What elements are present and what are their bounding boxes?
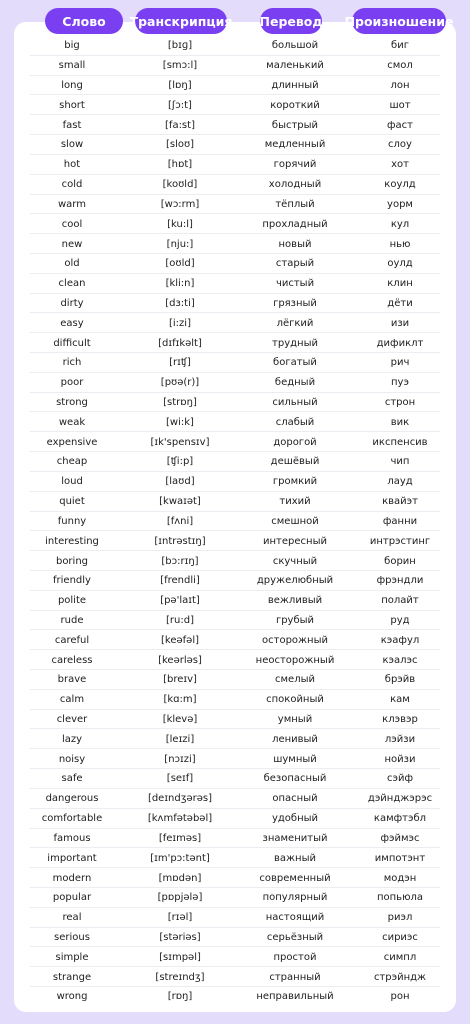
transcription-cell: [ru:d] xyxy=(166,614,194,626)
table-row xyxy=(0,630,470,650)
transcription-cell: [keəfəl] xyxy=(161,634,199,646)
table-row xyxy=(0,908,470,928)
translation-cell: чистый xyxy=(275,278,315,290)
translation-cell: громкий xyxy=(272,476,318,488)
transcription-cell: [i:zi] xyxy=(169,317,191,329)
table-row xyxy=(0,155,470,175)
translation-cell: сильный xyxy=(272,397,318,409)
translation-cell: трудный xyxy=(272,337,318,349)
transcription-cell: [kʌmfətəbəl] xyxy=(147,813,213,825)
translation-cell: дешёвый xyxy=(270,456,320,468)
pronunciation-cell: кэафул xyxy=(380,634,420,646)
translation-cell: богатый xyxy=(273,357,317,369)
transcription-cell: [ɪk'spensɪv] xyxy=(150,436,210,448)
word-cell: clean xyxy=(58,278,86,290)
word-cell: big xyxy=(64,40,80,52)
translation-cell: лёгкий xyxy=(276,317,314,329)
pronunciation-cell: модэн xyxy=(383,872,417,884)
translation-cell: опасный xyxy=(272,793,318,805)
table-row xyxy=(0,294,470,314)
word-cell: boring xyxy=(55,555,89,567)
transcription-cell: [kli:n] xyxy=(165,278,195,290)
table-row xyxy=(0,512,470,532)
pronunciation-cell: полайт xyxy=(381,595,419,607)
word-cell: strange xyxy=(52,971,92,983)
transcription-cell: [dɜ:ti] xyxy=(165,297,195,309)
transcription-cell: [streɪndʒ] xyxy=(155,971,205,983)
table-row xyxy=(0,769,470,789)
transcription-cell: [seɪf] xyxy=(166,773,194,785)
word-cell: wrong xyxy=(56,991,88,1003)
translation-cell: умный xyxy=(277,714,313,726)
transcription-cell: [leɪzi] xyxy=(165,733,195,745)
pronunciation-cell: борин xyxy=(384,555,416,567)
translation-cell: важный xyxy=(274,852,316,864)
pronunciation-cell: фаст xyxy=(386,119,413,131)
word-cell: careless xyxy=(51,654,93,666)
table-row xyxy=(0,393,470,413)
transcription-cell: [ɪm'pɔ:tənt] xyxy=(150,852,210,864)
table-row xyxy=(0,492,470,512)
pronunciation-cell: кам xyxy=(390,694,410,706)
translation-cell: большой xyxy=(271,40,319,52)
word-cell: calm xyxy=(59,694,85,706)
translation-cell: ленивый xyxy=(272,733,318,745)
translation-cell: маленький xyxy=(266,60,324,72)
word-cell: expensive xyxy=(46,436,98,448)
translation-cell: бедный xyxy=(274,377,316,389)
transcription-cell: [mɒdən] xyxy=(158,872,202,884)
translation-cell: слабый xyxy=(275,416,315,428)
table-row xyxy=(0,214,470,234)
word-cell: new xyxy=(61,238,83,250)
pronunciation-cell: пуэ xyxy=(391,377,409,389)
word-cell: rude xyxy=(60,614,84,626)
table-row xyxy=(0,195,470,215)
translation-cell: грязный xyxy=(273,297,317,309)
word-cell: cheap xyxy=(56,456,88,468)
word-cell: loud xyxy=(61,476,83,488)
translation-cell: осторожный xyxy=(262,634,328,646)
word-cell: poor xyxy=(60,377,84,389)
word-cell: modern xyxy=(52,872,92,884)
transcription-cell: [rɪʧ] xyxy=(169,357,191,369)
header-word: Слово xyxy=(45,8,123,34)
pronunciation-cell: слоу xyxy=(388,139,412,151)
translation-cell: безопасный xyxy=(263,773,327,785)
pronunciation-cell: чип xyxy=(390,456,410,468)
pronunciation-cell: нью xyxy=(389,238,411,250)
translation-cell: знаменитый xyxy=(262,832,328,844)
vocabulary-table xyxy=(0,36,470,1007)
word-cell: small xyxy=(58,60,86,72)
table-row xyxy=(0,115,470,135)
table-row xyxy=(0,829,470,849)
pronunciation-cell: симпл xyxy=(383,951,417,963)
table-header xyxy=(0,8,470,34)
transcription-cell: [hɒt] xyxy=(167,159,193,171)
pronunciation-cell: сэйф xyxy=(386,773,414,785)
translation-cell: грубый xyxy=(275,614,315,626)
transcription-cell: [strɒŋ] xyxy=(163,397,197,409)
transcription-cell: [wɔ:rm] xyxy=(160,198,200,210)
word-cell: important xyxy=(47,852,97,864)
transcription-cell: [sɪmpəl] xyxy=(159,951,201,963)
pronunciation-cell: нойзи xyxy=(384,753,416,765)
pronunciation-cell: изи xyxy=(390,317,410,329)
table-row xyxy=(0,95,470,115)
word-cell: slow xyxy=(60,139,84,151)
pronunciation-cell: стрэйндж xyxy=(373,971,427,983)
translation-cell: медленный xyxy=(264,139,326,151)
table-row xyxy=(0,710,470,730)
word-cell: serious xyxy=(54,931,90,943)
pronunciation-cell: биг xyxy=(391,40,409,52)
table-row xyxy=(0,36,470,56)
table-row xyxy=(0,690,470,710)
translation-cell: вежливый xyxy=(267,595,323,607)
translation-cell: удобный xyxy=(271,813,319,825)
transcription-cell: [nɔɪzi] xyxy=(164,753,196,765)
pronunciation-cell: риэл xyxy=(387,912,413,924)
word-cell: comfortable xyxy=(41,813,103,825)
table-row xyxy=(0,234,470,254)
table-row xyxy=(0,848,470,868)
table-row xyxy=(0,472,470,492)
translation-cell: неправильный xyxy=(256,991,334,1003)
word-cell: fast xyxy=(62,119,82,131)
transcription-cell: [sloʊ] xyxy=(165,139,195,151)
transcription-cell: [pə'laɪt] xyxy=(160,595,200,607)
transcription-cell: [feɪməs] xyxy=(158,832,202,844)
transcription-cell: [klevə] xyxy=(162,714,198,726)
table-row xyxy=(0,729,470,749)
transcription-cell: [pʊə(r)] xyxy=(160,377,200,389)
transcription-cell: [laʊd] xyxy=(165,476,195,488)
word-cell: lazy xyxy=(61,733,83,745)
table-row xyxy=(0,76,470,96)
table-row xyxy=(0,947,470,967)
pronunciation-cell: лэйзи xyxy=(384,733,416,745)
pronunciation-cell: квайэт xyxy=(382,496,418,508)
word-cell: careful xyxy=(54,634,90,646)
word-cell: cold xyxy=(61,179,83,191)
transcription-cell: [nju:] xyxy=(166,238,194,250)
transcription-cell: [wi:k] xyxy=(166,416,194,428)
table-row xyxy=(0,353,470,373)
transcription-cell: [dɪfɪkəlt] xyxy=(158,337,202,349)
table-row xyxy=(0,135,470,155)
word-cell: warm xyxy=(58,198,86,210)
table-row xyxy=(0,611,470,631)
pronunciation-cell: импотэнт xyxy=(374,852,426,864)
table-row xyxy=(0,452,470,472)
transcription-cell: [stəriəs] xyxy=(159,931,201,943)
transcription-cell: [breɪv] xyxy=(163,674,197,686)
table-row xyxy=(0,809,470,829)
word-cell: famous xyxy=(53,832,91,844)
transcription-cell: [kwaɪət] xyxy=(159,496,201,508)
pronunciation-cell: икспенсив xyxy=(372,436,428,448)
translation-cell: старый xyxy=(275,258,315,270)
table-row xyxy=(0,650,470,670)
word-cell: polite xyxy=(57,595,87,607)
word-cell: funny xyxy=(57,515,87,527)
translation-cell: дружелюбный xyxy=(256,575,334,587)
word-cell: brave xyxy=(57,674,87,686)
table-row xyxy=(0,749,470,769)
translation-cell: длинный xyxy=(271,80,319,92)
pronunciation-cell: клин xyxy=(387,278,413,290)
translation-cell: горячий xyxy=(273,159,317,171)
pronunciation-cell: клэвэр xyxy=(382,714,418,726)
translation-cell: смешной xyxy=(271,515,319,527)
transcription-cell: [deɪndʒərəs] xyxy=(147,793,213,805)
translation-cell: новый xyxy=(278,238,312,250)
transcription-cell: [bɔ:rɪŋ] xyxy=(161,555,199,567)
pronunciation-cell: дэйнджэрэс xyxy=(367,793,433,805)
word-cell: short xyxy=(59,99,85,111)
transcription-cell: [oʊld] xyxy=(165,258,195,270)
transcription-cell: [ɪntrəstɪŋ] xyxy=(154,535,206,547)
pronunciation-cell: смол xyxy=(387,60,413,72)
word-cell: dangerous xyxy=(45,793,99,805)
word-cell: easy xyxy=(60,317,84,329)
translation-cell: смелый xyxy=(275,674,315,686)
translation-cell: быстрый xyxy=(271,119,319,131)
translation-cell: тихий xyxy=(279,496,311,508)
transcription-cell: [frendli] xyxy=(160,575,200,587)
table-row xyxy=(0,56,470,76)
translation-cell: короткий xyxy=(270,99,320,111)
table-row xyxy=(0,432,470,452)
translation-cell: интересный xyxy=(263,535,327,547)
translation-cell: простой xyxy=(273,951,317,963)
word-cell: rich xyxy=(62,357,82,369)
word-cell: strong xyxy=(56,397,88,409)
translation-cell: холодный xyxy=(268,179,322,191)
transcription-cell: [ʧi:p] xyxy=(166,456,194,468)
word-cell: real xyxy=(62,912,82,924)
translation-cell: шумный xyxy=(273,753,317,765)
word-cell: long xyxy=(61,80,83,92)
table-row xyxy=(0,571,470,591)
transcription-cell: [fʌni] xyxy=(166,515,194,527)
pronunciation-cell: попьюла xyxy=(376,892,424,904)
translation-cell: неосторожный xyxy=(255,654,335,666)
transcription-cell: [rɒŋ] xyxy=(167,991,193,1003)
word-cell: quiet xyxy=(59,496,85,508)
transcription-cell: [bɪɡ] xyxy=(167,40,193,52)
table-row xyxy=(0,670,470,690)
pronunciation-cell: фанни xyxy=(382,515,418,527)
transcription-cell: [pɒpjələ] xyxy=(157,892,203,904)
translation-cell: странный xyxy=(269,971,321,983)
header-pronunciation: Произношение xyxy=(352,8,446,34)
table-row xyxy=(0,928,470,948)
transcription-cell: [lɒŋ] xyxy=(168,80,192,92)
table-row xyxy=(0,591,470,611)
word-cell: cool xyxy=(61,218,83,230)
pronunciation-cell: фэймэс xyxy=(380,832,420,844)
word-cell: dirty xyxy=(60,297,84,309)
table-row xyxy=(0,551,470,571)
pronunciation-cell: шот xyxy=(389,99,411,111)
pronunciation-cell: брэйв xyxy=(384,674,416,686)
word-cell: difficult xyxy=(53,337,91,349)
table-row xyxy=(0,254,470,274)
table-row xyxy=(0,333,470,353)
word-cell: popular xyxy=(52,892,92,904)
transcription-cell: [ku:l] xyxy=(167,218,193,230)
word-cell: noisy xyxy=(58,753,86,765)
translation-cell: тёплый xyxy=(275,198,315,210)
translation-cell: настоящий xyxy=(265,912,325,924)
pronunciation-cell: лон xyxy=(390,80,410,92)
pronunciation-cell: уорм xyxy=(387,198,413,210)
transcription-cell: [rɪəl] xyxy=(167,912,193,924)
pronunciation-cell: рон xyxy=(390,991,410,1003)
pronunciation-cell: фрэндли xyxy=(376,575,424,587)
table-row xyxy=(0,987,470,1007)
pronunciation-cell: кэалэс xyxy=(382,654,418,666)
pronunciation-cell: строн xyxy=(384,397,416,409)
table-row xyxy=(0,531,470,551)
pronunciation-cell: дификлт xyxy=(376,337,424,349)
transcription-cell: [kɑ:m] xyxy=(163,694,197,706)
pronunciation-cell: кул xyxy=(390,218,410,230)
transcription-cell: [keərləs] xyxy=(158,654,202,666)
table-row xyxy=(0,789,470,809)
word-cell: simple xyxy=(55,951,89,963)
word-cell: interesting xyxy=(45,535,99,547)
header-translation: Перевод xyxy=(260,8,322,34)
pronunciation-cell: рич xyxy=(390,357,410,369)
table-row xyxy=(0,412,470,432)
transcription-cell: [smɔ:l] xyxy=(162,60,198,72)
pronunciation-cell: оулд xyxy=(387,258,413,270)
translation-cell: современный xyxy=(259,872,331,884)
table-row xyxy=(0,888,470,908)
translation-cell: дорогой xyxy=(273,436,317,448)
table-row xyxy=(0,313,470,333)
pronunciation-cell: лауд xyxy=(387,476,413,488)
translation-cell: спокойный xyxy=(266,694,324,706)
pronunciation-cell: сириэс xyxy=(382,931,418,943)
table-row xyxy=(0,373,470,393)
transcription-cell: [koʊld] xyxy=(162,179,198,191)
pronunciation-cell: хот xyxy=(391,159,409,171)
pronunciation-cell: камфтэбл xyxy=(373,813,427,825)
transcription-cell: [fa:st] xyxy=(165,119,195,131)
table-row xyxy=(0,175,470,195)
pronunciation-cell: вик xyxy=(390,416,410,428)
word-cell: friendly xyxy=(53,575,91,587)
pronunciation-cell: дёти xyxy=(387,297,413,309)
pronunciation-cell: интрэстинг xyxy=(369,535,431,547)
transcription-cell: [ʃɔ:t] xyxy=(168,99,192,111)
translation-cell: серьёзный xyxy=(266,931,324,943)
table-row xyxy=(0,868,470,888)
translation-cell: популярный xyxy=(262,892,328,904)
header-transcription: Транскрипция xyxy=(135,8,227,34)
pronunciation-cell: руд xyxy=(390,614,410,626)
pronunciation-cell: коулд xyxy=(384,179,416,191)
translation-cell: скучный xyxy=(272,555,318,567)
word-cell: hot xyxy=(63,159,81,171)
word-cell: safe xyxy=(61,773,83,785)
table-row xyxy=(0,274,470,294)
translation-cell: прохладный xyxy=(262,218,328,230)
word-cell: weak xyxy=(58,416,86,428)
table-row xyxy=(0,967,470,987)
word-cell: clever xyxy=(56,714,88,726)
word-cell: old xyxy=(64,258,80,270)
